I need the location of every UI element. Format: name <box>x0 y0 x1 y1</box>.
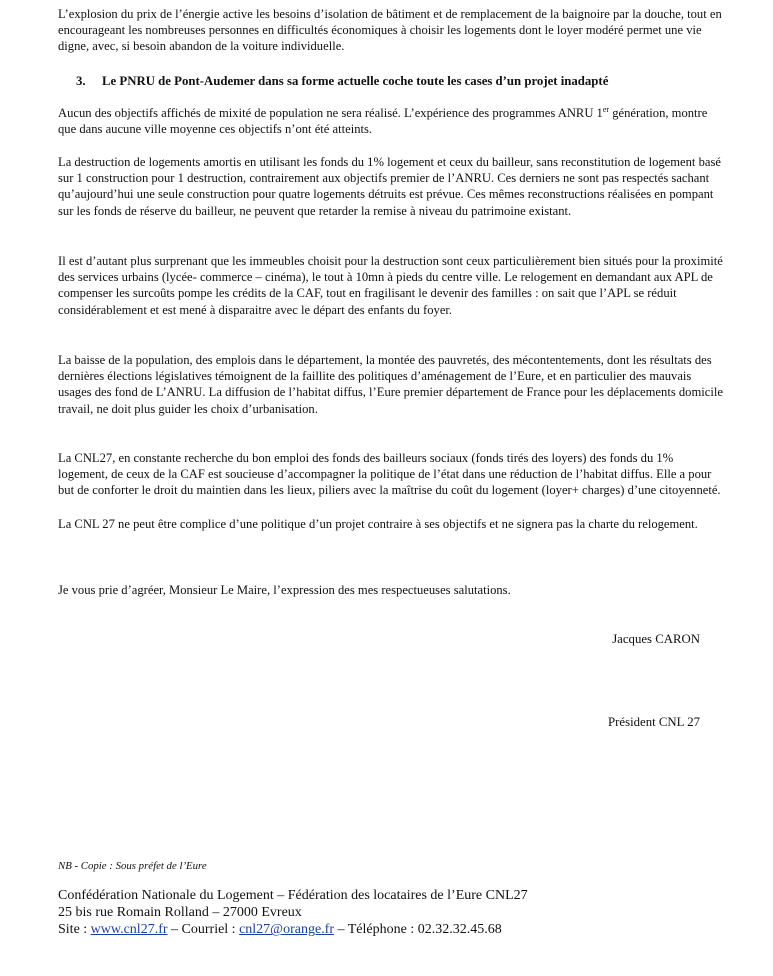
heading-text: Le PNRU de Pont-Audemer dans sa forme actuelle coche toute les cases d’un projet inadapté <box>102 74 609 88</box>
superscript-er: er <box>602 104 610 114</box>
paragraph-mixite-part2: génération, montre que dans aucune ville moyenne ces objectifs n’ont été atteints. <box>58 106 708 137</box>
footer-mail-label: – Courriel : <box>167 922 240 938</box>
paragraph-population: La baisse de la population, des emplois dans le département, la montée des pauvretés, des mécontentements, dont les résultats des dernières élections législatives témoignent de la faillite des politiques d’aménagement de l’Eure, et en particulier des mauvais usages des fond de L’ANRU. La diffusion de l’habitat diffus, l’Eure premier département de France pour les déplacements domicile travail, ne doit plus guider les choix d’urbanisation. <box>58 353 723 416</box>
footer-phone: – Téléphone : 02.32.32.45.68 <box>334 922 502 938</box>
paragraph-salutations: Je vous prie d’agréer, Monsieur Le Maire, l’expression des mes respectueuses salutations. <box>58 583 511 597</box>
paragraph-mixite <box>58 105 723 137</box>
email-link[interactable]: cnl27@orange.fr <box>239 922 334 938</box>
paragraph-immeubles: Il est d’autant plus surprenant que les immeubles choisit pour la destruction sont ceux particulièrement bien situés pour la proximité des services urbains (lycée- commerce – cinéma), le tout à 10mn à pieds du centre ville. Le relogement en demandant aux APL de compenser les surcoûts pompe les crédits de la CAF, tout en fragilisant le devenir des familles : on sait que l’APL se réduit considérablement et est mené à disparaitre avec le départ des enfants du foyer. <box>58 254 723 317</box>
paragraph-mixite-part1: Aucun des objectifs affichés de mixité de population ne sera réalisé. L’expérience des programmes ANRU 1 <box>58 106 603 120</box>
footer-contact <box>58 921 738 938</box>
footer-organization: Confédération Nationale du Logement – Fédération des locataires de l’Eure CNL27 <box>58 888 528 903</box>
heading-number: 3. <box>76 74 86 88</box>
paragraph-cnl27: La CNL27, en constante recherche du bon emploi des fonds des bailleurs sociaux (fonds tirés des loyers) des fonds du 1% logement, de ceux de la CAF est soucieuse d’accompagner la politique de l’état dans une réduction de l’habitat diffus. Elle a pour but de conforter le droit du maintien dans les lieux, piliers avec la maîtrise du coût du logement (loyer+ charges) d’une citoyenneté. <box>58 451 721 498</box>
letter-footer <box>58 887 738 939</box>
website-link[interactable]: www.cnl27.fr <box>90 922 168 938</box>
footer-address: 25 bis rue Romain Rolland – 27000 Evreux <box>58 905 302 921</box>
footer-site-label: Site : <box>58 922 91 938</box>
section-heading-3 <box>76 73 736 89</box>
signature-title: Président CNL 27 <box>608 715 700 729</box>
copy-note: NB - Copie : Sous préfet de l’Eure <box>58 860 207 872</box>
paragraph-complice: La CNL 27 ne peut être complice d’une politique d’un projet contraire à ses objectifs et ne signera pas la charte du relogement. <box>58 517 698 531</box>
signature-name: Jacques CARON <box>612 632 700 646</box>
paragraph-energy: L’explosion du prix de l’énergie active les besoins d’isolation de bâtiment et de remplacement de la baignoire par la douche, tout en encourageant les nombreuses personnes en difficultés économiques à choisir les logements dont le loyer modéré permet une vie digne, avec, si besoin abandon de la voiture individuelle. <box>58 7 722 54</box>
paragraph-destruction: La destruction de logements amortis en utilisant les fonds du 1% logement et ceux du bailleur, sans reconstitution de logement basé sur 1 construction pour 1 destruction, contrairement aux objectifs premier de l’ANRU. Ces derniers ne sont pas respectés sachant qu’aujourd’hui une seule construction pour quatre logements détruits est prévue. Ces mêmes reconstructions réalisées en pompant sur les fonds de réserve du bailleur, ne peuvent que retarder la remise à niveau du patrimoine existant. <box>58 155 721 218</box>
